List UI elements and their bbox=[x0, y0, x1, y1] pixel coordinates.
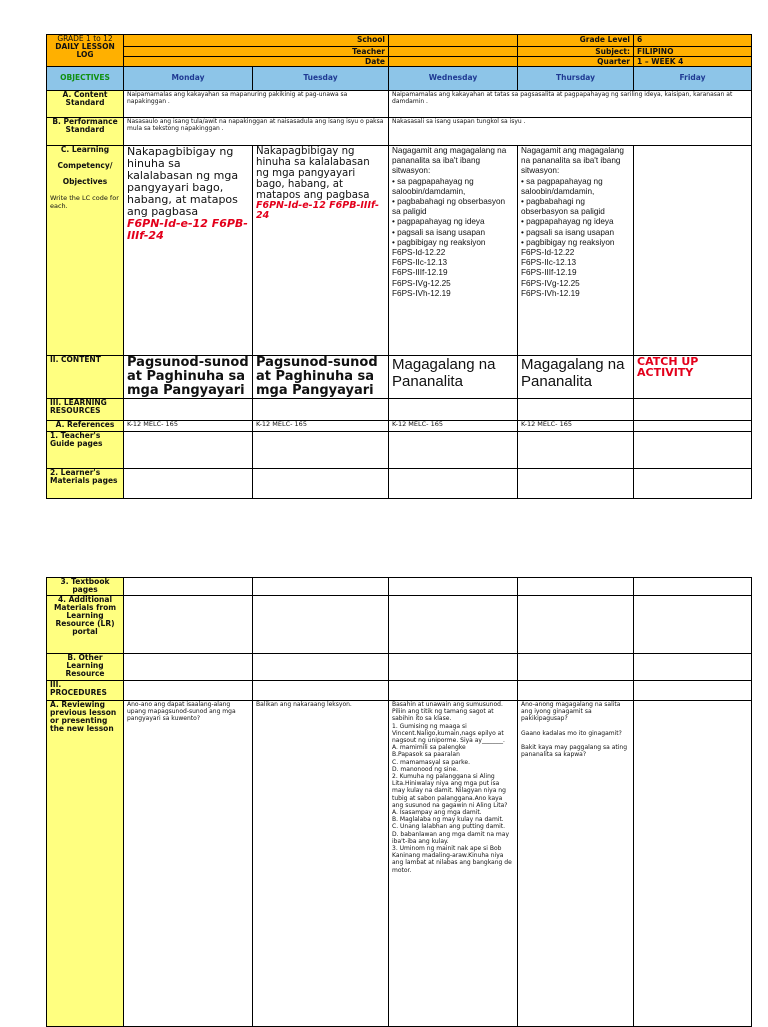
learning-competency-tue: Nakapagbibigay ng hinuha sa kalalabasan ng mga pangyayari bago, habang, at matapos ang pagbasa F6PN-Id-e-12 F6PB-IIIf-24 bbox=[253, 146, 389, 356]
ref-thu: K-12 MELC- 165 bbox=[518, 421, 634, 432]
wednesday-header: Wednesday bbox=[389, 67, 518, 91]
review-mon: Ano-ano ang dapat isaalang-alang upang mapagsunod-sunod ang mga pangyayari sa kuwento? bbox=[124, 701, 253, 1027]
learning-competency-thu: Nagagamit ang magagalang na pananalita sa iba't ibang sitwasyon: • sa pagpapahayag ng saloobin/damdamin, • pagbabahagi ng obserbasyon sa paligid • pagpapahayag ng ideya • pagsali sa isang usapan • pagbibigay ng reaksiyon F6PS-Id-12.22 F6PS-IIc-12.13 F6PS-IIIf-12.19 F6PS-IVg-12.25 F6PS-IVh-12.19 bbox=[518, 146, 634, 356]
review-thu: Ano-anong magagalang na salita ang iyong ginagamit sa pakikipagusap? Gaano kadalas mo ito ginagamit? Bakit kaya may paggalang sa ating pananalita sa kapwa? bbox=[518, 701, 634, 1027]
date-label: Date bbox=[124, 57, 389, 67]
review-tue: Balikan ang nakaraang leksyon. bbox=[253, 701, 389, 1027]
teacher-value[interactable] bbox=[389, 47, 518, 57]
content-thu: Magagalang na Pananalita bbox=[518, 356, 634, 399]
monday-header: Monday bbox=[124, 67, 253, 91]
additional-materials-label: 4. Additional Materials from Learning Resource (LR) portal bbox=[47, 596, 124, 654]
grade-level-value: 6 bbox=[634, 35, 752, 47]
lesson-log-table-page2 bbox=[46, 577, 752, 1027]
content-label: II. CONTENT bbox=[47, 356, 124, 399]
learning-competency-wed: Nagagamit ang magagalang na pananalita sa iba't ibang sitwasyon: • sa pagpapahayag ng saloobin/damdamin, • pagbabahagi ng obserbasyon sa paligid • pagpapahayag ng ideya • pagsali sa isang usapan • pagbibigay ng reaksiyon F6PS-Id-12.22 F6PS-IIc-12.13 F6PS-IIIf-12.19 F6PS-IVg-12.25 F6PS-IVh-12.19 bbox=[389, 146, 518, 356]
subject-label: Subject: bbox=[518, 47, 634, 57]
references-label: A. References bbox=[47, 421, 124, 432]
content-tue: Pagsunod-sunod at Paghinuha sa mga Pangyayari bbox=[253, 356, 389, 399]
content-standard-label: A. Content Standard bbox=[47, 91, 124, 118]
learning-competency-mon: Nakapagbibigay ng hinuha sa kalalabasan ng mga pangyayari bago, habang, at matapos ang pagbasa F6PN-Id-e-12 F6PB-IIIf-24 bbox=[124, 146, 253, 356]
ref-mon: K-12 MELC- 165 bbox=[124, 421, 253, 432]
content-wed: Magagalang na Pananalita bbox=[389, 356, 518, 399]
learning-resources-label: III. LEARNING RESOURCES bbox=[47, 399, 124, 421]
grade-level-label: Grade Level bbox=[518, 35, 634, 47]
subject-value: FILIPINO bbox=[634, 47, 752, 57]
other-resources-label: B. Other Learning Resource bbox=[47, 654, 124, 681]
performance-standard-label: B. Performance Standard bbox=[47, 118, 124, 146]
performance-standard-wed-fri: Nakasasali sa isang usapan tungkol sa isyu . bbox=[389, 118, 752, 146]
thursday-header: Thursday bbox=[518, 67, 634, 91]
textbook-label: 3. Textbook pages bbox=[47, 578, 124, 596]
objectives-header: OBJECTIVES bbox=[47, 67, 124, 91]
content-mon: Pagsunod-sunod at Paghinuha sa mga Pangyayari bbox=[124, 356, 253, 399]
learning-competency-label: C. Learning Competency/ Objectives Write the LC code for each. bbox=[47, 146, 124, 356]
learners-materials-label: 2. Learner's Materials pages bbox=[47, 469, 124, 499]
friday-header: Friday bbox=[634, 67, 752, 91]
quarter-value: 1 – WEEK 4 bbox=[634, 57, 752, 67]
school-value[interactable] bbox=[389, 35, 518, 47]
tuesday-header: Tuesday bbox=[253, 67, 389, 91]
performance-standard-mon-tue: Nasasaulo ang isang tula/awit na napakinggan at naisasadula ang isang isyu o paksa mula sa tekstong napakinggan . bbox=[124, 118, 389, 146]
lesson-log-table-page1 bbox=[46, 34, 752, 499]
quarter-label: Quarter bbox=[518, 57, 634, 67]
ref-tue: K-12 MELC- 165 bbox=[253, 421, 389, 432]
date-value[interactable] bbox=[389, 57, 518, 67]
ref-wed: K-12 MELC- 165 bbox=[389, 421, 518, 432]
review-wed: Basahin at unawain ang sumusunod. Piliin ang titik ng tamang sagot at sabihin ito sa klase. 1. Gumising ng maaga si Vincent.Naligo,kumain,nags epilyo at nagsout ng uniporme. Siya ay_______. A. mamimili sa palengke B.Papasok sa paaralan C. mamamasyal sa parke. D. manonood ng sine. 2. Kumuha ng palanggana si Aling Lita.Hiniwalay niya ang mga put isa may kulay na damit. Nilagyan niya ng tubig at sabon palanggana.Ano kaya ang susunod na gagawin ni Aling Lita? A. Isasampay ang mga damit. B. Maglalaba ng may kulay na damit. C. Unang lalabhan ang putting damit. D. babanlawan ang mga damit na may iba't-iba ang kulay. 3. Uminom ng mainit nak ape si Bob Kaninang madaling-araw.Kinuha niya ang lambat at nilabas ang bangkang de motor. bbox=[389, 701, 518, 1027]
school-label: School bbox=[124, 35, 389, 47]
teachers-guide-label: 1. Teacher's Guide pages bbox=[47, 432, 124, 469]
content-standard-wed-fri: Naipamamalas ang kakayahan at tatas sa pagsasalita at pagpapahayag ng sariling ideya, kaisipan, karanasan at damdamin . bbox=[389, 91, 752, 118]
teacher-label: Teacher bbox=[124, 47, 389, 57]
log-title: GRADE 1 to 12 DAILY LESSON LOG bbox=[47, 35, 124, 67]
content-fri: CATCH UP ACTIVITY bbox=[634, 356, 752, 399]
learning-competency-fri bbox=[634, 146, 752, 356]
content-standard-mon-tue: Naipamamalas ang kakayahan sa mapanuring pakikinig at pag-unawa sa napakinggan . bbox=[124, 91, 389, 118]
reviewing-label: A. Reviewing previous lesson or presenting the new lesson bbox=[47, 701, 124, 1027]
procedures-label: III. PROCEDURES bbox=[47, 681, 124, 701]
